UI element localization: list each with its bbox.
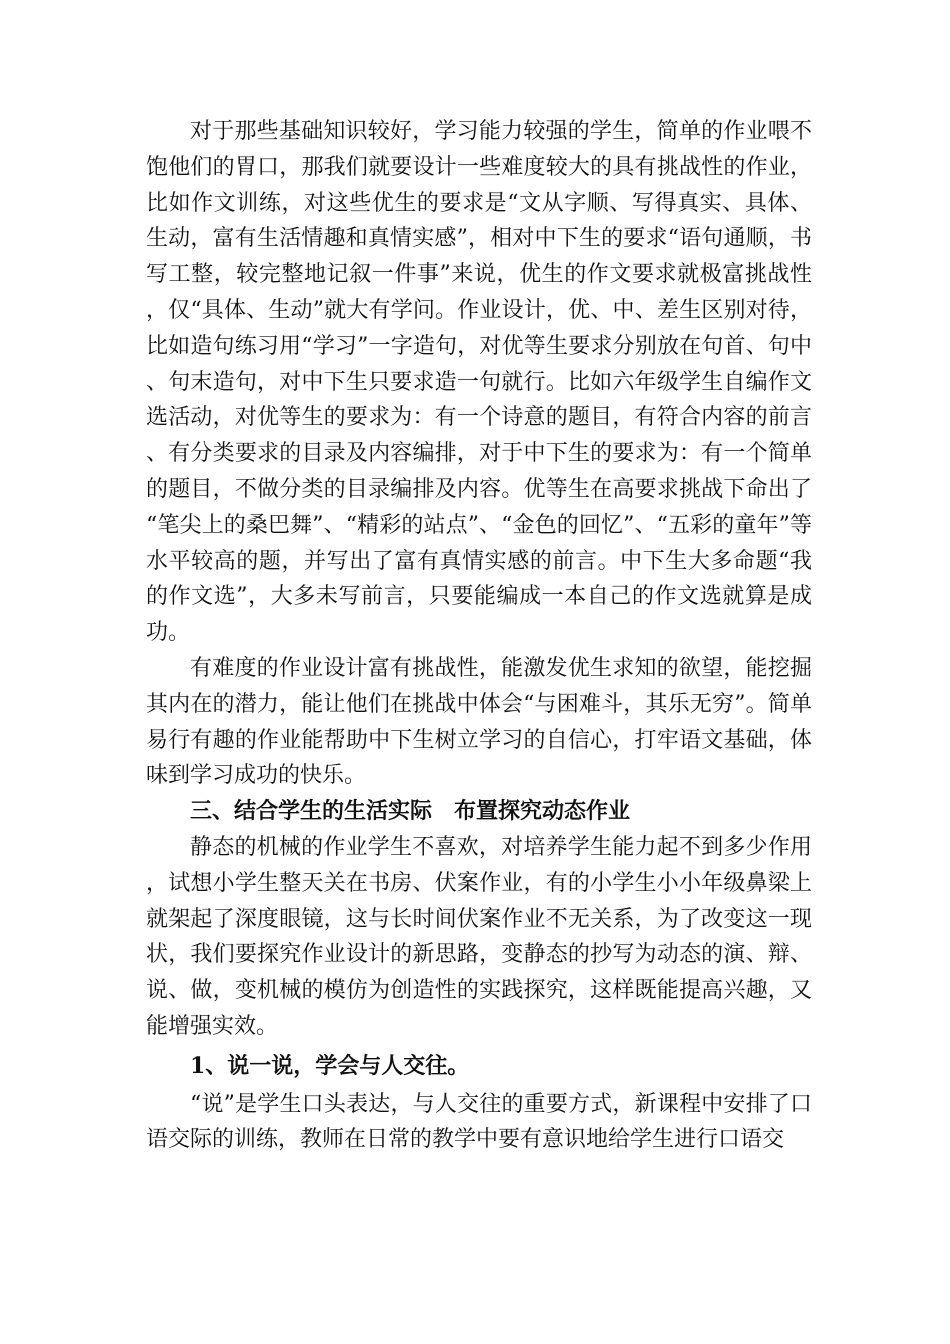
- paragraph-dynamic-homework: 静态的机械的作业学生不喜欢，对培养学生能力起不到多少作用，试想小学生整天关在书房、伏案作业，有的小学生小小年级鼻梁上就架起了深度眼镜，这与长时间伏案作业不无关系，为了改变这一现状，我们要探究作业设计的新思路，变静态的抄写为动态的演、辩、说、做，变机械的模仿为创造性的实践探究，这样既能提高兴趣，又能增强实效。: [146, 834, 812, 1039]
- paragraph-speaking: “说”是学生口头表达，与人交往的重要方式，新课程中安排了口语交际的训练，教师在日常的教学中要有意识地给学生进行口语交: [146, 1091, 812, 1153]
- subsection-heading-1: 1、说一说，学会与人交往。: [190, 1052, 470, 1079]
- section-heading-3: 三、结合学生的生活实际 布置探究动态作业: [190, 798, 631, 825]
- paragraph-difficulty-benefits: 有难度的作业设计富有挑战性，能激发优生求知的欲望，能挖掘其内在的潜力，能让他们在挑战中体会“与困难斗，其乐无穷”。简单易行有趣的作业能帮助中下生树立学习的自信心，打牢语文基础，体味到学习成功的快乐。: [146, 655, 812, 789]
- document-body: [146, 114, 812, 1158]
- paragraph-homework-challenge: 对于那些基础知识较好，学习能力较强的学生，简单的作业喂不饱他们的胃口，那我们就要设计一些难度较大的具有挑战性的作业，比如作文训练，对这些优生的要求是“文从字顺、写得真实、具体、生动，富有生活情趣和真情实感”，相对中下生的要求“语句通顺，书写工整，较完整地记叙一件事”来说，优生的作文要求就极富挑战性，仅“具体、生动”就大有学问。作业设计，优、中、差生区别对待，比如造句练习用“学习”一字造句，对优等生要求分别放在句首、句中、句末造句，对中下生只要求造一句就行。比如六年级学生自编作文选活动，对优等生的要求为：有一个诗意的题目，有符合内容的前言、有分类要求的目录及内容编排，对于中下生的要求为：有一个简单的题目，不做分类的目录编排及内容。优等生在高要求挑战下命出了“笔尖上的桑巴舞”、“精彩的站点”、“金色的回忆”、“五彩的童年”等水平较高的题，并写出了富有真情实感的前言。中下生大多命题“我的作文选”，大多未写前言，只要能编成一本自己的作文选就算是成功。: [146, 119, 812, 646]
